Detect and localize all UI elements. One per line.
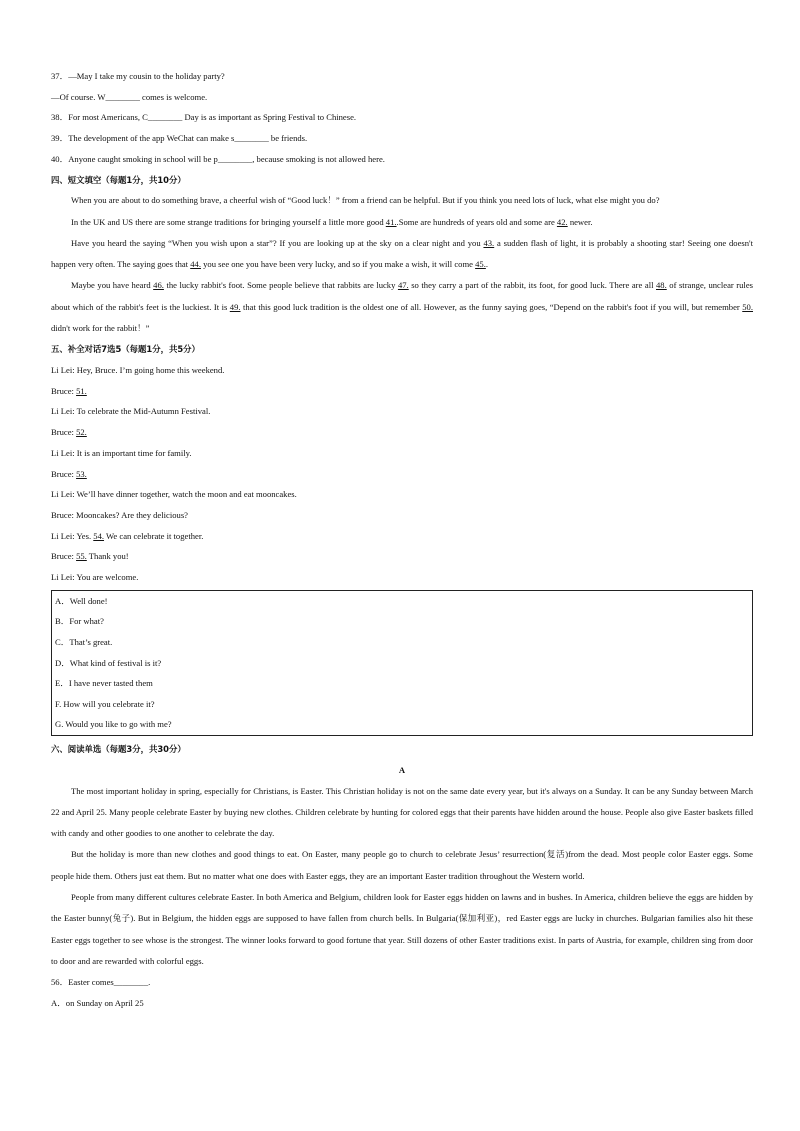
cloze-paragraph-1: When you are about to do something brave, a cheerful wish of “Good luck！” from a friend can be helpful. But if you think you need lots of luck, what else might you do? <box>71 195 660 206</box>
reading-paragraph-3: People from many different cultures celebrate Easter. In both America and Belgium, children look for Easter eggs hidden on lawns and in bushes. In America, children believe the eggs are hidden by the Easter bunny(兔子). But in Belgium, the hidden eggs are supposed to have fallen from church bells. In Bulgaria(保加利亚)，red Easter eggs are lucky in churches. Bulgarian families also hit these Easter eggs together to see whose is the strongest. The winner looks forward to good fortune that year. Still dozens of other Easter traditions exist. In parts of Austria, for example, children sing from door to door and are rewarded with colorful eggs. <box>51 892 753 966</box>
speaker: Li Lei: Yes. <box>51 530 94 541</box>
section-4-title: 四、短文填空（每题1分，共10分） <box>51 174 186 185</box>
dialogue-line-10 <box>51 546 753 567</box>
blank-50: 50. <box>742 301 753 312</box>
blank-54: 54. <box>93 530 105 541</box>
blank-43: 43. <box>483 237 495 248</box>
cloze-text: Have you heard the saying “When you wish upon a star”? If you are looking up at the sky on a clear night and you <box>71 237 484 248</box>
option-a: A．Well done! <box>55 595 108 606</box>
passage-label: A <box>398 764 406 775</box>
cloze-text: you see one you have been very lucky, and so if you make a wish, it will come <box>200 259 476 270</box>
dialogue-line-6 <box>51 464 753 485</box>
option-e: E．I have never tasted them <box>55 678 153 689</box>
blank-45: 45. <box>475 259 486 270</box>
reading-paragraph-1: The most important holiday in spring, especially for Christians, is Easter. This Christian holiday is not on the same date every year, but it's always on a Sunday. It can be any Sunday between March 22 and April 25. Many people celebrate Easter by buying new clothes. Children celebrate by hunting for colored eggs that their parents have hidden around the house. People also give Easter baskets filled with candy and other goodies to one another to celebrate the day. <box>51 785 753 839</box>
option-g: G. Would you like to go with me? <box>55 719 172 730</box>
dialogue-line-8: Bruce: Mooncakes? Are they delicious? <box>51 509 188 520</box>
cloze-text: of strange, unclear rules about which of the rabbit's feet is the luckiest. It is <box>51 280 753 312</box>
cloze-text: . <box>485 259 489 270</box>
speaker: Bruce: <box>51 385 77 396</box>
dialogue-line-1: Li Lei: Hey, Bruce. I’m going home this weekend. <box>51 365 225 375</box>
blank-53: 53. <box>76 468 87 479</box>
blank-42: 42. <box>556 216 568 227</box>
cloze-paragraph-4 <box>51 275 753 339</box>
dialogue-options-box <box>51 590 753 736</box>
question-37-prompt: 37．—May I take my cousin to the holiday party? <box>51 71 225 81</box>
option-c: C．That’s great. <box>55 636 113 647</box>
dialogue-line-3: Li Lei: To celebrate the Mid-Autumn Festival. <box>51 406 211 417</box>
blank-49: 49. <box>229 301 241 312</box>
reading-paragraph-2: But the holiday is more than new clothes and good things to eat. On Easter, many people go to church to celebrate Jesus’ resurrection(复活)from the dead. Most people color Easter eggs. Some people hide them. Others just eat them. But no matter what one does with Easter eggs, they are an important Easter tradition throughout the Western world. <box>51 849 753 881</box>
dialogue-line-11: Li Lei: You are welcome. <box>51 572 139 583</box>
speaker: Bruce: <box>51 427 77 438</box>
option-b: B．For what? <box>55 616 104 627</box>
cloze-text: In the UK and US there are some strange traditions for bringing yourself a little more good <box>71 216 386 227</box>
question-56: 56．Easter comes________. <box>51 977 151 988</box>
question-38: 38．For most Americans, C________ Day is as important as Spring Festival to Chinese. <box>51 112 357 123</box>
question-56-option-a: A．on Sunday on April 25 <box>51 997 144 1008</box>
dialogue-line-2 <box>51 381 753 402</box>
cloze-text: that this good luck tradition is the oldest one of all. However, as the funny saying goes, “Depend on the rabbit's foot if you will, but remember <box>240 301 743 312</box>
question-37-answer: —Of course. W________ comes is welcome. <box>51 91 208 102</box>
cloze-text: a sudden flash of light, it is probably a shooting star! Seeing one doesn't happen very often. The saying goes that <box>51 237 753 270</box>
cloze-paragraph-2 <box>51 212 753 233</box>
blank-48: 48. <box>656 280 667 291</box>
blank-55: 55. <box>76 551 87 562</box>
blank-51: 51. <box>76 385 87 396</box>
dialogue-line-5: Li Lei: It is an important time for family. <box>51 447 192 458</box>
cloze-text: newer. <box>567 216 593 227</box>
cloze-text: .Some are hundreds of years old and some are <box>396 216 557 227</box>
blank-46: 46. <box>153 280 164 291</box>
cloze-text: didn't work for the rabbit！” <box>51 323 150 333</box>
section-6-title: 六、阅读单选（每题3分，共30分） <box>51 743 186 754</box>
cloze-text: so they carry a part of the rabbit, its foot, for good luck. There are all <box>408 280 656 291</box>
blank-41: 41. <box>385 216 397 227</box>
blank-47: 47. <box>397 280 409 291</box>
dialogue-line-7: Li Lei: We’ll have dinner together, watch the moon and eat mooncakes. <box>51 489 297 500</box>
speaker: Bruce: <box>51 468 77 479</box>
section-5-title: 五、补全对话7选5（每题1分，共5分） <box>51 344 200 355</box>
cloze-text: the lucky rabbit's foot. Some people believe that rabbits are lucky <box>163 280 398 291</box>
dialogue-line-9 <box>51 526 753 547</box>
question-39: 39．The development of the app WeChat can make s________ be friends. <box>51 133 308 144</box>
blank-52: 52. <box>76 427 87 438</box>
blank-44: 44. <box>190 259 201 270</box>
speaker: Bruce: <box>51 551 77 562</box>
dialogue-line-4 <box>51 422 753 443</box>
option-f: F. How will you celebrate it? <box>55 698 155 709</box>
cloze-text: Maybe you have heard <box>71 280 154 291</box>
dialogue-text: Thank you! <box>86 551 129 562</box>
cloze-paragraph-3 <box>51 233 753 276</box>
exam-page <box>51 66 753 1014</box>
dialogue-text: We can celebrate it together. <box>104 530 204 541</box>
question-40: 40．Anyone caught smoking in school will be p________, because smoking is not allowed here. <box>51 153 385 164</box>
option-d: D．What kind of festival is it? <box>55 657 162 668</box>
